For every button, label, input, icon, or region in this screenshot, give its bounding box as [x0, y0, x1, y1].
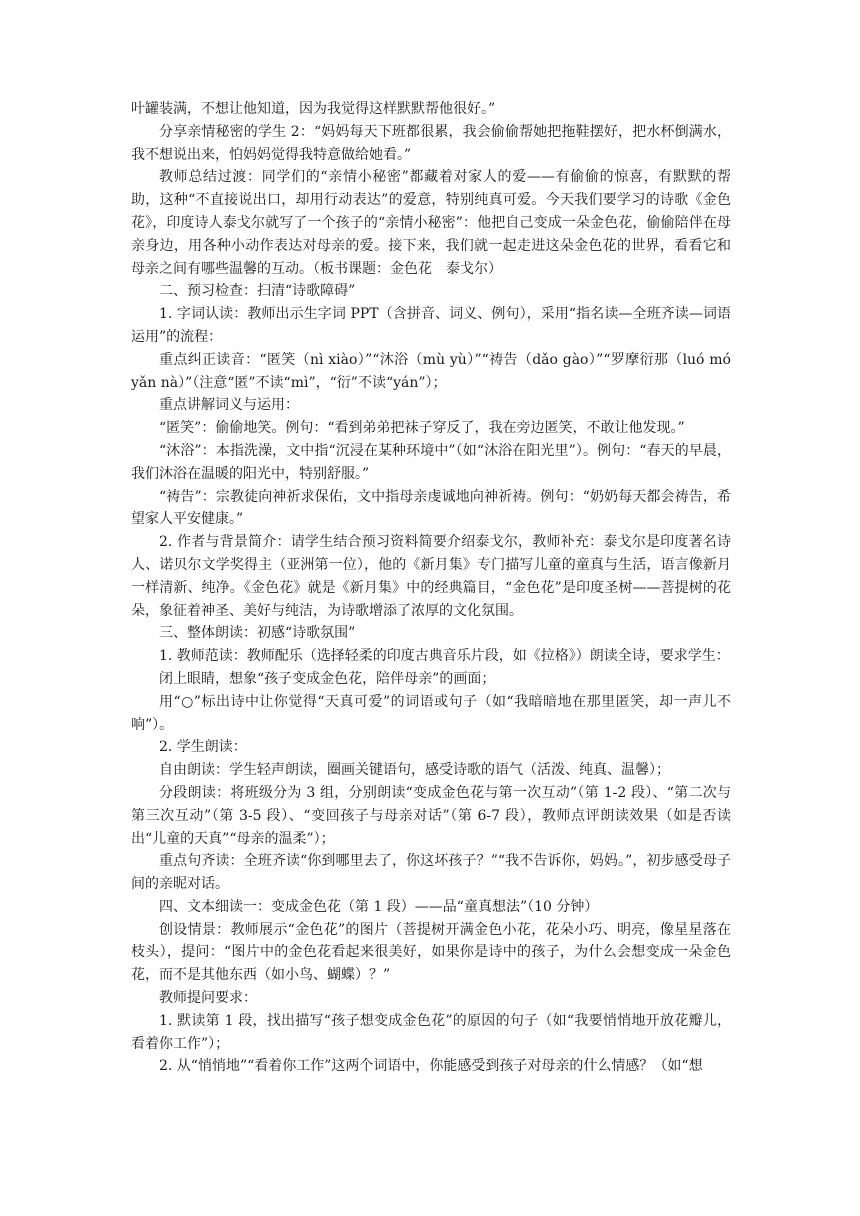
paragraph: 自由朗读：学生轻声朗读，圈画关键语句，感受诗歌的语气（活泼、纯真、温馨）； [159, 762, 670, 779]
paragraph: 分享亲情秘密的学生 2：“妈妈每天下班都很累，我会偷偷帮她把拖鞋摆好，把水杯倒满水，我不想说出来，怕妈妈觉得我特意做给她看。” [131, 123, 731, 163]
paragraph: 重点讲解词义与运用： [159, 397, 299, 414]
paragraph: 重点纠正读音：“匿笑（nì xiào）”“沐浴（mù yù）”“祷告（dǎo gào）”“罗摩衍那（luó mó yǎn nà）”（注意“匿”不读“mì”，“衍”不读“yán”）； [131, 351, 731, 391]
paragraph: 创设情景：教师展示“金色花”的图片（菩提树开满金色小花，花朵小巧、明亮，像星星落在枝头），提问：“图片中的金色花看起来很美好，如果你是诗中的孩子，为什么会想变成一朵金色花，而不是其他东西（如小鸟、蝴蝶）？” [131, 921, 731, 984]
paragraph: 叶罐装满，不想让他知道，因为我觉得这样默默帮他很好。” [131, 101, 496, 117]
paragraph: 教师提问要求： [159, 990, 257, 1007]
paragraph: 用“○”标出诗中让你觉得“天真可爱”的词语或句子（如“我暗暗地在那里匿笑，却一声儿不响”）。 [131, 693, 731, 733]
paragraph: “匿笑”：偷偷地笑。例句：“看到弟弟把袜子穿反了，我在旁边匿笑，不敢让他发现。” [159, 420, 685, 437]
section-heading: 三、整体朗读：初感“诗歌氛围” [159, 625, 356, 642]
paragraph: 1. 默读第 1 段，找出描写“孩子想变成金色花”的原因的句子（如“我要悄悄地开放花瓣儿，看着你工作”）； [131, 1012, 731, 1052]
document-page [131, 98, 731, 1078]
paragraph: 1. 字词认读：教师出示生字词 PPT（含拼音、词义、例句），采用“指名读—全班齐读—词语运用”的流程： [131, 306, 731, 345]
paragraph: 2. 作者与背景简介：请学生结合预习资料简要介绍泰戈尔，教师补充：泰戈尔是印度著名诗人、诺贝尔文学奖得主（亚洲第一位），他的《新月集》专门描写儿童的童真与生活，语言像新月一样清新、纯净。《金色花》就是《新月集》中的经典篇目，“金色花”是印度圣树——菩提树的花朵，象征着神圣、美好与纯洁，为诗歌增添了浓厚的文化氛围。 [131, 534, 731, 619]
paragraph: “沐浴”：本指洗澡，文中指“沉浸在某种环境中”（如“沐浴在阳光里”）。例句：“春天的早晨，我们沐浴在温暖的阳光中，特别舒服。” [131, 442, 731, 482]
section-heading: 二、预习检查：扫清“诗歌障碍” [159, 283, 356, 300]
paragraph: 重点句齐读：全班齐读“你到哪里去了，你这坏孩子？”“我不告诉你，妈妈。”，初步感受母子间的亲昵对话。 [131, 853, 731, 893]
paragraph: 闭上眼睛，想象“孩子变成金色花，陪伴母亲”的画面； [159, 670, 496, 687]
paragraph: 教师总结过渡：同学们的“亲情小秘密”都藏着对家人的爱——有偷偷的惊喜，有默默的帮助，这种“不直接说出口，却用行动表达”的爱意，特别纯真可爱。今天我们要学习的诗歌《金色花》，印度诗人泰戈尔就写了一个孩子的“亲情小秘密”：他把自己变成一朵金色花，偷偷陪伴在母亲身边，用各种小动作表达对母亲的爱。接下来，我们就一起走进这朵金色花的世界，看看它和母亲之间有哪些温馨的互动。（板书课题：金色花 泰戈尔） [131, 169, 731, 277]
paragraph: “祷告”：宗教徒向神祈求保佑，文中指母亲虔诚地向神祈祷。例句：“奶奶每天都会祷告，希望家人平安健康。” [131, 488, 731, 528]
paragraph: 2. 从“悄悄地”“看着你工作”这两个词语中，你能感受到孩子对母亲的什么情感？（如“想 [159, 1058, 703, 1075]
section-heading: 四、文本细读一：变成金色花（第 1 段）——品“童真想法”（10 分钟） [159, 898, 599, 915]
paragraph: 2. 学生朗读： [159, 739, 247, 756]
paragraph: 分段朗读：将班级分为 3 组，分别朗读“变成金色花与第一次互动”（第 1-2 段）、“第二次与第三次互动”（第 3-5 段）、“变回孩子与母亲对话”（第 6-7 段），教师点评朗读效果（如是否读出“儿童的天真”“母亲的温柔”）； [131, 784, 731, 847]
paragraph: 1. 教师范读：教师配乐（选择轻柔的印度古典音乐片段，如《拉格》）朗读全诗，要求学生： [159, 648, 730, 665]
